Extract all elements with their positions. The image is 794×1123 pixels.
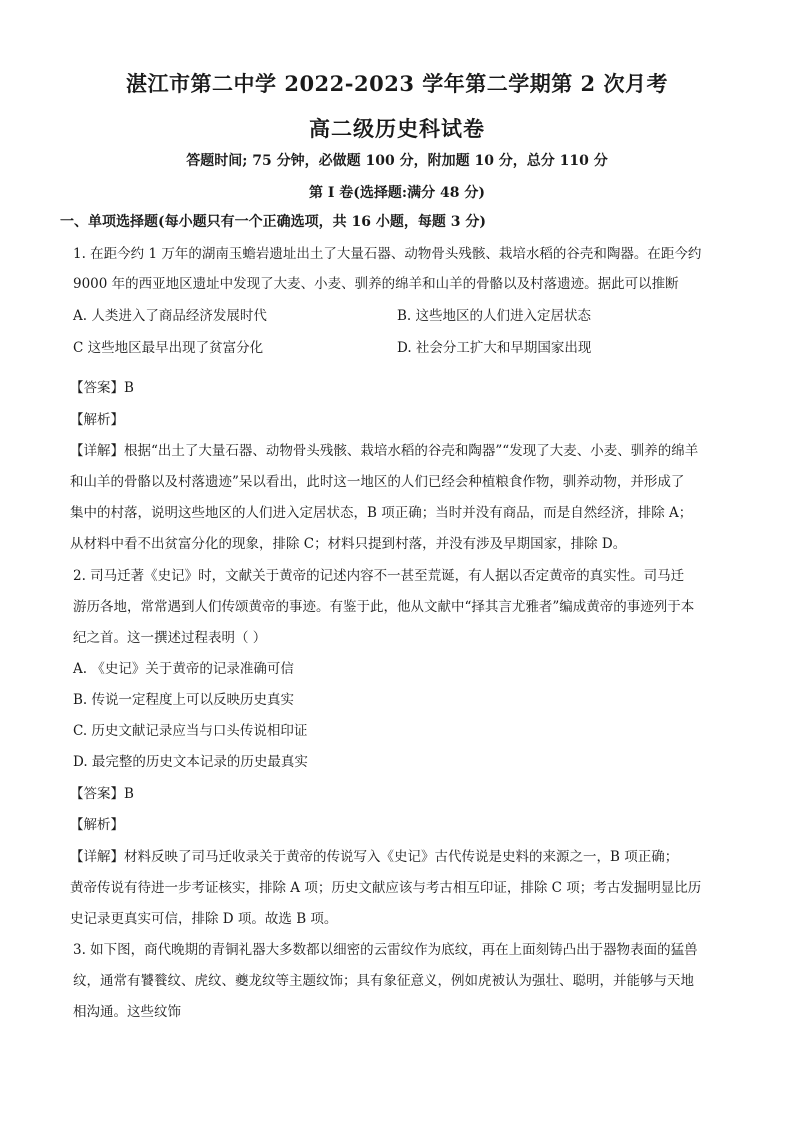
q1-answer: 【答案】B [70, 380, 134, 396]
q2-stem-line: 游历各地，常常遇到人们传颂黄帝的事迹。有鉴于此，他从文献中“择其言尤雅者”编成黄帝的事迹列于本 [73, 599, 695, 615]
q2-option-b: B. 传说一定程度上可以反映历史真实 [73, 692, 295, 708]
q2-detail-line: 【详解】材料反映了司马迁收录关于黄帝的传说写入《史记》古代传说是史料的来源之一，B 项正确； [70, 849, 679, 865]
exam-title: 湛江市第二中学 2022-2023 学年第二学期第 2 次月考 [126, 71, 668, 96]
q2-stem-line: 2. 司马迁著《史记》时，文献关于黄帝的记述内容不一甚至荒诞，有人据以否定黄帝的真实性。司马迁 [73, 568, 685, 584]
q1-detail-line: 【详解】根据“出土了大量石器、动物骨头残骸、栽培水稻的谷壳和陶器”“发现了大麦、小麦、驯养的绵羊 [70, 443, 699, 459]
q1-option-d: D. 社会分工扩大和早期国家出现 [397, 340, 592, 356]
q1-analysis-label: 【解析】 [70, 412, 124, 428]
section-heading: 一、单项选择题(每小题只有一个正确选项，共 16 小题，每题 3 分) [60, 214, 486, 230]
q1-stem-line: 1. 在距今约 1 万年的湖南玉蟾岩遗址出土了大量石器、动物骨头残骸、栽培水稻的谷壳和陶器。在距今约 [73, 246, 702, 262]
q1-detail-line: 集中的村落，说明这些地区的人们进入定居状态，B 项正确；当时并没有商品，而是自然经济，排除 A； [70, 505, 693, 521]
q1-option-c: C 这些地区最早出现了贫富分化 [73, 340, 264, 356]
q2-answer: 【答案】B [70, 786, 134, 802]
exam-info: 答题时间; 75 分钟，必做题 100 分，附加题 10 分，总分 110 分 [186, 153, 608, 169]
exam-subtitle: 高二级历史科试卷 [309, 116, 485, 141]
q3-stem-line: 相沟通。这些纹饰 [73, 1004, 181, 1020]
q2-detail-line: 史记录更真实可信，排除 D 项。故选 B 项。 [70, 911, 338, 927]
q2-detail-line: 黄帝传说有待进一步考证核实，排除 A 项；历史文献应该与考古相互印证，排除 C 项；考古发掘明显比历 [70, 880, 702, 896]
q2-option-d: D. 最完整的历史文本记录的历史最真实 [73, 754, 308, 770]
q1-detail-line: 从材料中看不出贫富分化的现象，排除 C；材料只提到村落，并没有涉及早期国家，排除 D。 [70, 536, 627, 552]
q1-option-a: A. 人类进入了商品经济发展时代 [73, 308, 267, 324]
q3-stem-line: 纹，通常有饕餮纹、虎纹、夔龙纹等主题纹饰；具有象征意义，例如虎被认为强壮、聪明，并能够与天地 [73, 973, 694, 989]
q1-detail-line: 和山羊的骨骼以及村落遗迹”呆以看出，此时这一地区的人们已经会种植粮食作物，驯养动物，并形成了 [70, 474, 685, 490]
q1-stem-line: 9000 年的西亚地区遗址中发现了大麦、小麦、驯养的绵羊和山羊的骨骼以及村落遗迹。据此可以推断 [73, 276, 679, 292]
q2-analysis-label: 【解析】 [70, 817, 124, 833]
q2-option-a: A. 《史记》关于黄帝的记录准确可信 [73, 661, 294, 677]
part-heading: 第 I 卷(选择题:满分 48 分) [309, 185, 485, 201]
q2-stem-line: 纪之首。这一撰述过程表明（ ） [73, 630, 267, 646]
q3-stem-line: 3. 如下图，商代晚期的青铜礼器大多数都以细密的云雷纹作为底纹，再在上面刻铸凸出于器物表面的猛兽 [73, 942, 698, 958]
q1-option-b: B. 这些地区的人们进入定居状态 [397, 308, 592, 324]
q2-option-c: C. 历史文献记录应当与口头传说相印证 [73, 723, 308, 739]
